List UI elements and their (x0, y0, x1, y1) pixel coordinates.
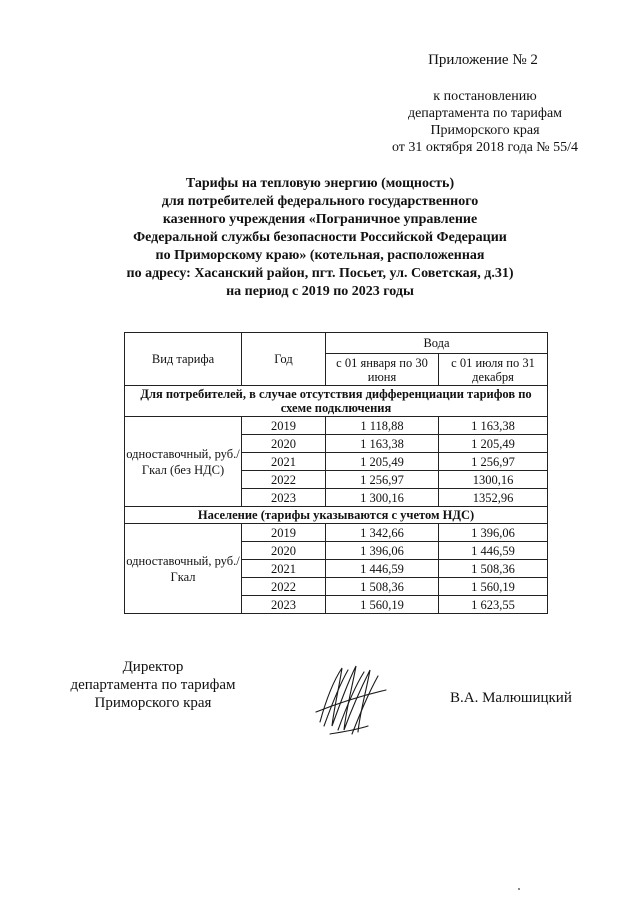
value-cell: 1 508,36 (439, 560, 548, 578)
signatory-position (58, 658, 248, 712)
value-cell: 1 508,36 (326, 578, 439, 596)
year-cell: 2022 (242, 471, 326, 489)
handwritten-signature (312, 660, 392, 740)
signatory-position-line: Директор (122, 659, 184, 675)
tariff-table (124, 332, 548, 614)
value-cell: 1 118,88 (326, 417, 439, 435)
value-cell: 1 560,19 (439, 578, 548, 596)
decree-reference-line: от 31 октября 2018 года № 55/4 (391, 140, 579, 155)
value-cell: 1 342,66 (326, 524, 439, 542)
year-cell: 2020 (242, 435, 326, 453)
year-cell: 2019 (242, 524, 326, 542)
year-cell: 2020 (242, 542, 326, 560)
value-cell: 1 163,38 (439, 417, 548, 435)
value-cell: 1 446,59 (326, 560, 439, 578)
signatory-position-line: департамента по тарифам (70, 677, 236, 693)
section-title: Население (тарифы указываются с учетом НДС) (125, 507, 548, 524)
signatory-position-line: Приморского края (94, 695, 212, 711)
title-line: Тарифы на тепловую энергию (мощность) (185, 176, 455, 191)
title-line: Федеральной службы безопасности Российской Федерации (133, 230, 507, 245)
value-cell: 1 300,16 (326, 489, 439, 507)
year-cell: 2021 (242, 453, 326, 471)
value-cell: 1 396,06 (439, 524, 548, 542)
value-cell: 1 623,55 (439, 596, 548, 614)
scan-speck (518, 888, 520, 890)
header-period-first-half: с 01 января по 30 июня (326, 354, 439, 386)
value-cell: 1 446,59 (439, 542, 548, 560)
document-title (100, 175, 540, 301)
header-tariff-type: Вид тарифа (125, 333, 242, 386)
decree-reference-line: к постановлению (433, 89, 537, 104)
year-cell: 2019 (242, 417, 326, 435)
appendix-number: Приложение № 2 (428, 52, 538, 68)
value-cell: 1300,16 (439, 471, 548, 489)
value-cell: 1 560,19 (326, 596, 439, 614)
header-period-second-half: с 01 июля по 31 декабря (439, 354, 548, 386)
decree-reference-line: департамента по тарифам (407, 106, 563, 121)
title-line: для потребителей федерального государственного (161, 194, 479, 209)
tariff-type-cell: одноставочный, руб./Гкал (125, 524, 242, 614)
value-cell: 1 205,49 (326, 453, 439, 471)
value-cell: 1 205,49 (439, 435, 548, 453)
value-cell: 1 396,06 (326, 542, 439, 560)
title-line: по Приморскому краю» (котельная, расположенная (155, 248, 485, 263)
value-cell: 1352,96 (439, 489, 548, 507)
year-cell: 2021 (242, 560, 326, 578)
header-water: Вода (326, 333, 548, 354)
year-cell: 2023 (242, 596, 326, 614)
value-cell: 1 256,97 (326, 471, 439, 489)
year-cell: 2023 (242, 489, 326, 507)
section-title: Для потребителей, в случае отсутствия дифференциации тарифов по схеме подключения (125, 386, 548, 417)
decree-reference-line: Приморского края (430, 123, 540, 138)
value-cell: 1 163,38 (326, 435, 439, 453)
year-cell: 2022 (242, 578, 326, 596)
header-year: Год (242, 333, 326, 386)
signatory-name: В.А. Малюшицкий (450, 690, 572, 706)
title-line: на период с 2019 по 2023 годы (226, 284, 414, 299)
title-line: по адресу: Хасанский район, пгт. Посьет, ул. Советская, д.31) (126, 266, 514, 281)
title-line: казенного учреждения «Пограничное управление (162, 212, 478, 227)
tariff-type-cell: одноставочный, руб./Гкал (без НДС) (125, 417, 242, 507)
value-cell: 1 256,97 (439, 453, 548, 471)
decree-reference (360, 88, 610, 156)
